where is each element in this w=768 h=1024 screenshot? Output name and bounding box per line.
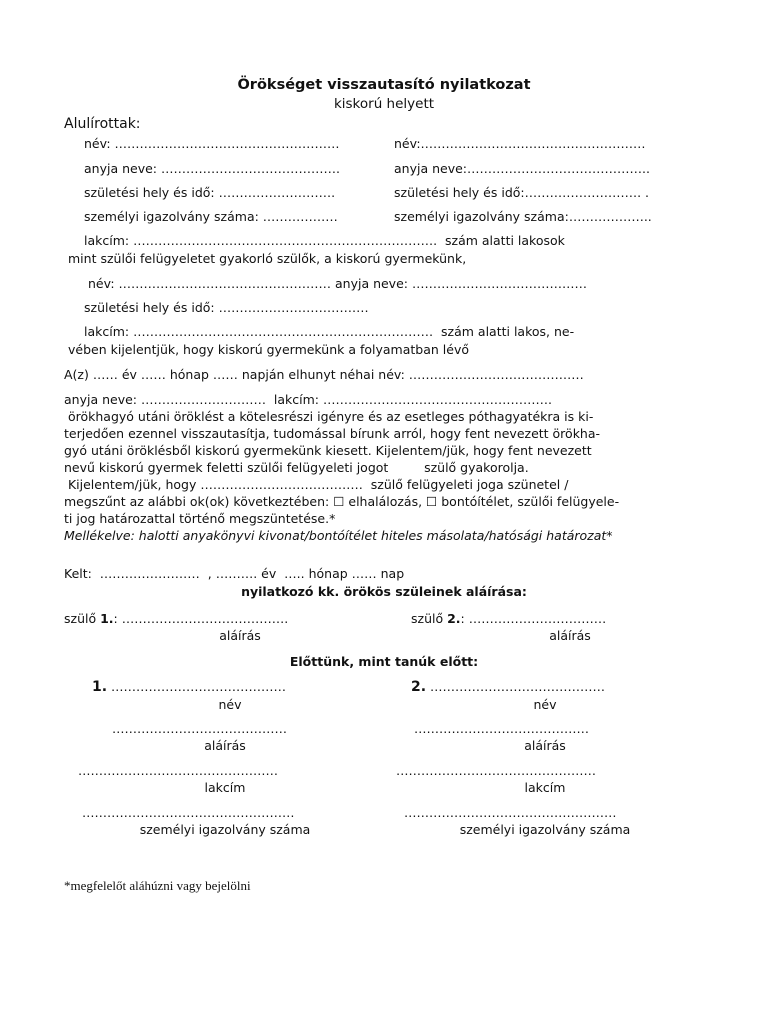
declaration-paragraph-line: ti jog határozattal történő megszüntetése.* [64, 511, 336, 526]
declaration-paragraph-line: örökhagyó utáni öröklést a kötelesrészi igényre és az esetleges póthagyatékra is ki- [64, 409, 594, 424]
parent2-name-line: név:……………………………………………… [394, 136, 646, 151]
witness1-name-label: név [218, 697, 242, 712]
parents-address-line: lakcím: ………………………………………………………………. szám alatti lakosok [84, 233, 565, 248]
witness2-name-line [411, 679, 605, 695]
witness1-address-dots: ………………………………………… [78, 763, 278, 778]
witness1-name-line [92, 679, 286, 695]
witness1-address-label: lakcím [204, 780, 246, 795]
document-subtitle: kiskorú helyett [333, 96, 435, 112]
place-date-line: Kelt: …………………… , ………. év ….. hónap …… nap [64, 566, 405, 581]
witness2-id-dots: …………………………………………… [404, 805, 617, 820]
parent1-prefix: szülő [64, 611, 101, 626]
witness2-address-dots: ………………………………………… [396, 763, 596, 778]
declaration-paragraph-line: terjedően ezennel visszautasítja, tudomással bírunk arról, hogy fent nevezett örökha- [64, 426, 601, 441]
parent1-dots: : …………………………………. [113, 611, 289, 626]
declaration-paragraph-line: Kijelentem/jük, hogy ………………………………… szülő felügyeleti joga szünetel / [64, 477, 569, 492]
child-name-mother-line: név: …………………………………………… anyja neve: …………………………………… [88, 276, 587, 291]
parent1-id-line: személyi igazolvány száma: ……………… [84, 209, 338, 224]
parent2-birth-line: születési hely és idő:………………………. . [394, 185, 650, 200]
attachments-line: Mellékelve: halotti anyakönyvi kivonat/bontóítélet hiteles másolata/hatósági határozat* [64, 528, 613, 543]
witness1-signature-dots: …………………………………… [112, 721, 287, 736]
declaration-paragraph-line: gyó utáni öröklésből kiskorú gyermekünk kiesett. Kijelentem/jük, hogy fent nevezett [64, 443, 592, 458]
child-declaration-line: vében kijelentjük, hogy kiskorú gyermekünk a folyamatban lévő [68, 342, 469, 357]
parent2-signature-line [411, 611, 606, 627]
parent1-number: 1. [100, 611, 114, 626]
parent1-signature-line [64, 611, 288, 627]
witness2-id-label: személyi igazolvány száma [459, 822, 631, 837]
parent2-number: 2. [447, 611, 461, 626]
witnesses-heading: Előttünk, mint tanúk előtt: [289, 654, 479, 669]
parents-signature-heading: nyilatkozó kk. örökös szüleinek aláírása: [241, 584, 527, 599]
parent1-birth-line: születési hely és idő: ………………………. [84, 185, 336, 200]
witness1-id-label: személyi igazolvány száma [139, 822, 311, 837]
document-title: Örökséget visszautasító nyilatkozat [237, 77, 531, 93]
parent1-signature-label: aláírás [219, 628, 261, 643]
witness2-name-label: név [533, 697, 557, 712]
witness2-name-dots: …………………………………… [430, 679, 606, 694]
witness2-signature-label: aláírás [524, 738, 566, 753]
undersigned-label: Alulírottak: [64, 116, 141, 132]
parents-intro-child: mint szülői felügyeletet gyakorló szülők, a kiskorú gyermekünk, [68, 251, 467, 266]
parent1-name-line: név: ……………………………………………… [84, 136, 340, 151]
child-address-line: lakcím: ……………………………………………………………… szám alatti lakos, ne- [84, 324, 575, 339]
declaration-paragraph-line: nevű kiskorú gyermek feletti szülői felügyeleti jogot szülő gyakorolja. [64, 460, 529, 475]
parent2-mother-line: anyja neve:…………………………………….. [394, 161, 650, 176]
deceased-mother-address-line: anyja neve: ………………………… lakcím: ………………………………………………. [64, 392, 552, 407]
parent2-dots: : …………………………… [460, 611, 607, 626]
witness1-signature-label: aláírás [204, 738, 246, 753]
witness2-address-label: lakcím [524, 780, 566, 795]
declaration-paragraph-line: megszűnt az alábbi ok(ok) következtében: ☐ elhalálozás, ☐ bontóítélet, szülői felügyele- [64, 494, 620, 509]
witness1-name-dots: …………………………………… [111, 679, 287, 694]
parent2-id-line: személyi igazolvány száma:……………….. [394, 209, 652, 224]
parent2-signature-label: aláírás [549, 628, 591, 643]
witness1-id-dots: …………………………………………… [82, 805, 295, 820]
footnote: *megfelelőt aláhúzni vagy bejelölni [64, 878, 251, 893]
deceased-date-name-line: A(z) …… év …… hónap …… napján elhunyt néhai név: …………………………………… [64, 367, 584, 382]
witness2-signature-dots: …………………………………… [414, 721, 589, 736]
parent2-prefix: szülő [411, 611, 448, 626]
witness2-number: 2. [411, 679, 427, 695]
witness1-number: 1. [92, 679, 108, 695]
child-birth-line: születési hely és idő: ……………………………… [84, 300, 369, 315]
parent1-mother-line: anyja neve: ……………………………………. [84, 161, 340, 176]
